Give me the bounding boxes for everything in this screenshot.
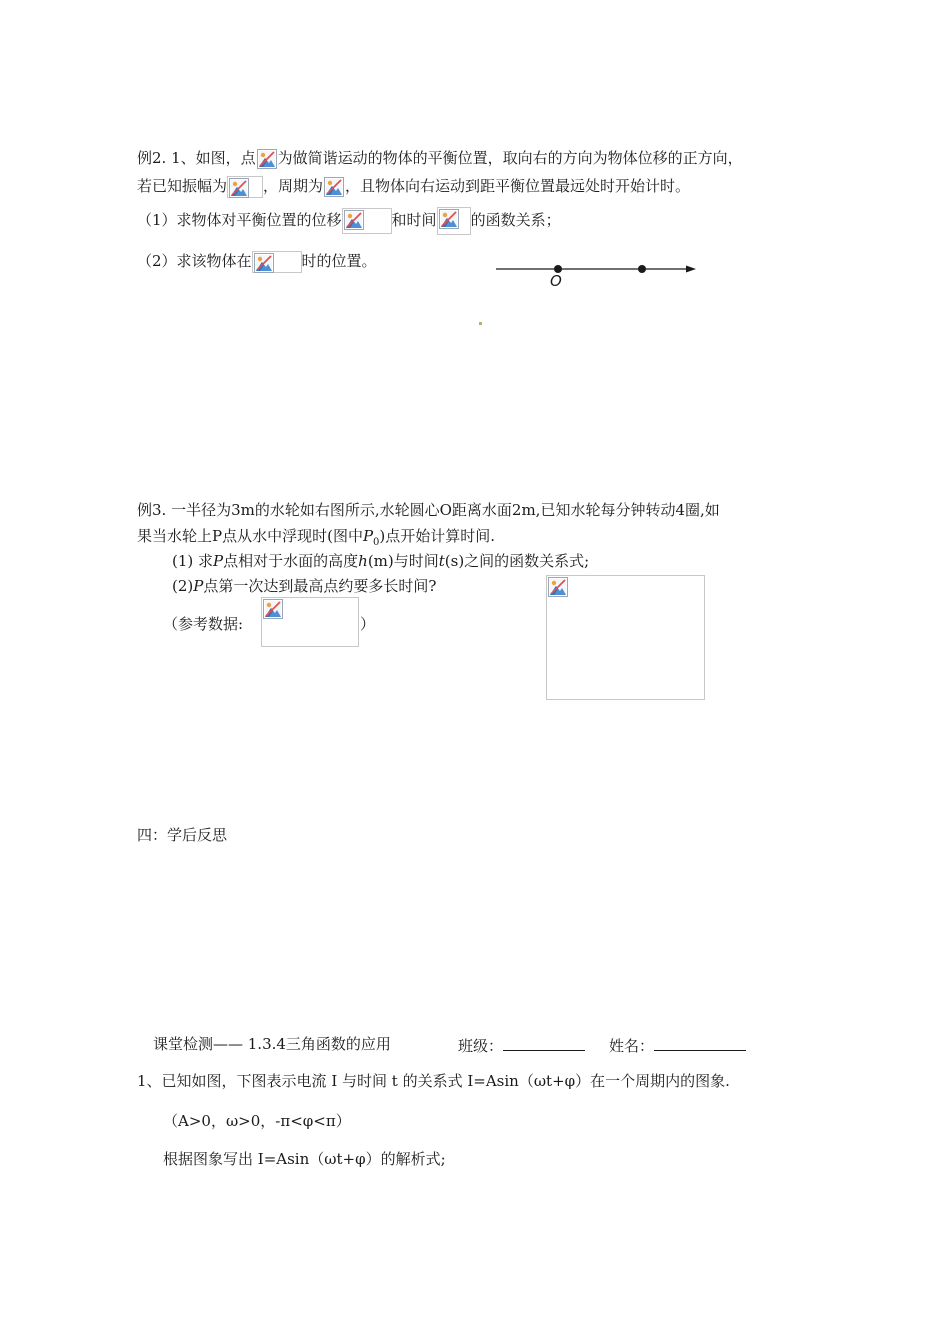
ex2-line1-a: 例2. 1、如图，点	[137, 149, 256, 167]
ex2-q2	[137, 248, 377, 274]
ex3-q2	[172, 576, 436, 596]
ex3-q2-p: P	[193, 577, 204, 595]
ex2-line2	[137, 176, 690, 196]
ex2-q2-b: 时的位置。	[301, 252, 377, 270]
ex3-ref-close: ）	[360, 615, 376, 633]
broken-image-icon	[229, 178, 249, 198]
ex2-line2-b: ，周期为	[263, 177, 324, 195]
ex2-line2-a: 若已知振幅为	[137, 177, 228, 195]
ex2-q1-c: 的函数关系；	[470, 211, 561, 229]
ex2-q1-a: （1）求物体对平衡位置的位移	[137, 211, 342, 229]
ex2-q2-a: （2）求该物体在	[137, 252, 252, 270]
image-placeholder-waterwheel	[546, 575, 705, 700]
ex2-line2-c: ，且物体向右运动到距平衡位置最远处时开始计时。	[345, 177, 691, 195]
ex3-q2-a: (2)	[172, 577, 194, 595]
image-placeholder	[256, 148, 278, 170]
image-placeholder	[252, 251, 302, 273]
ex3-line1: 例3. 一半径为3m的水轮如右图所示,水轮圆心O距离水面2m,已知水轮每分钟转动4圈,如	[137, 501, 720, 519]
quiz-q1-line1: 1、已知如图，下图表示电流 I 与时间 t 的关系式 I=Asin（ωt+φ）在一个周期内的图象.	[137, 1072, 730, 1090]
broken-image-icon	[263, 599, 283, 619]
ex3-q1-d: (s)之间的函数关系式;	[444, 552, 590, 570]
ex3-line2-b: )点开始计算时间.	[379, 527, 496, 545]
ex3-line2-a: 果当水轮上P点从水中浮现时(图中	[137, 527, 363, 545]
broken-image-icon	[548, 577, 568, 597]
image-placeholder	[323, 176, 345, 198]
ex2-line1-b: 为做简谐运动的物体的平衡位置，取向右的方向为物体位移的正方向，	[277, 149, 743, 167]
stray-mark	[479, 322, 482, 325]
name-field	[609, 1034, 746, 1054]
class-field	[458, 1034, 585, 1054]
ex3-q1-h: h	[358, 552, 368, 570]
ex3-q1-a: (1) 求	[172, 552, 214, 570]
image-placeholder	[342, 208, 392, 234]
ex2-q1	[137, 204, 561, 236]
ex3-q2-b: 点第一次达到最高点约要多长时间?	[203, 577, 437, 595]
quiz-q1-line2: （A>0，ω>0，-π<φ<π）	[163, 1112, 351, 1130]
image-placeholder	[227, 176, 263, 198]
max-position-point	[638, 265, 646, 273]
class-blank	[503, 1034, 585, 1051]
ex2-q1-b: 和时间	[391, 211, 437, 229]
ex3-q1-c: (m)与时间	[367, 552, 439, 570]
ex2-line1	[137, 148, 743, 168]
name-label: 姓名：	[609, 1037, 655, 1055]
origin-label: O	[550, 272, 562, 290]
broken-image-icon	[324, 177, 344, 197]
broken-image-icon	[257, 149, 277, 169]
ex3-line2	[137, 526, 495, 546]
broken-image-icon	[344, 210, 364, 230]
axis-arrow	[686, 266, 696, 273]
ex3-q1-t: t	[438, 552, 445, 570]
image-placeholder-ref-data	[261, 597, 359, 647]
quiz-title: 课堂检测—— 1.3.4三角函数的应用	[153, 1035, 391, 1053]
class-label: 班级：	[458, 1037, 504, 1055]
name-blank	[654, 1034, 746, 1051]
quiz-q1-line3: 根据图象写出 I=Asin（ωt+φ）的解析式;	[163, 1150, 446, 1168]
image-placeholder	[437, 207, 471, 235]
ex3-q1-p: P	[213, 552, 224, 570]
broken-image-icon	[254, 253, 274, 273]
ex3-q1-b: 点相对于水面的高度	[223, 552, 359, 570]
ex3-ref-label: （参考数据:	[163, 615, 244, 633]
ex3-line2-sub: 0	[373, 537, 380, 548]
displacement-axis-diagram	[490, 256, 710, 292]
broken-image-icon	[439, 209, 459, 229]
ex3-line2-p: P	[362, 527, 374, 545]
ex3-q1	[172, 551, 589, 571]
section4-heading: 四：学后反思	[137, 826, 228, 844]
